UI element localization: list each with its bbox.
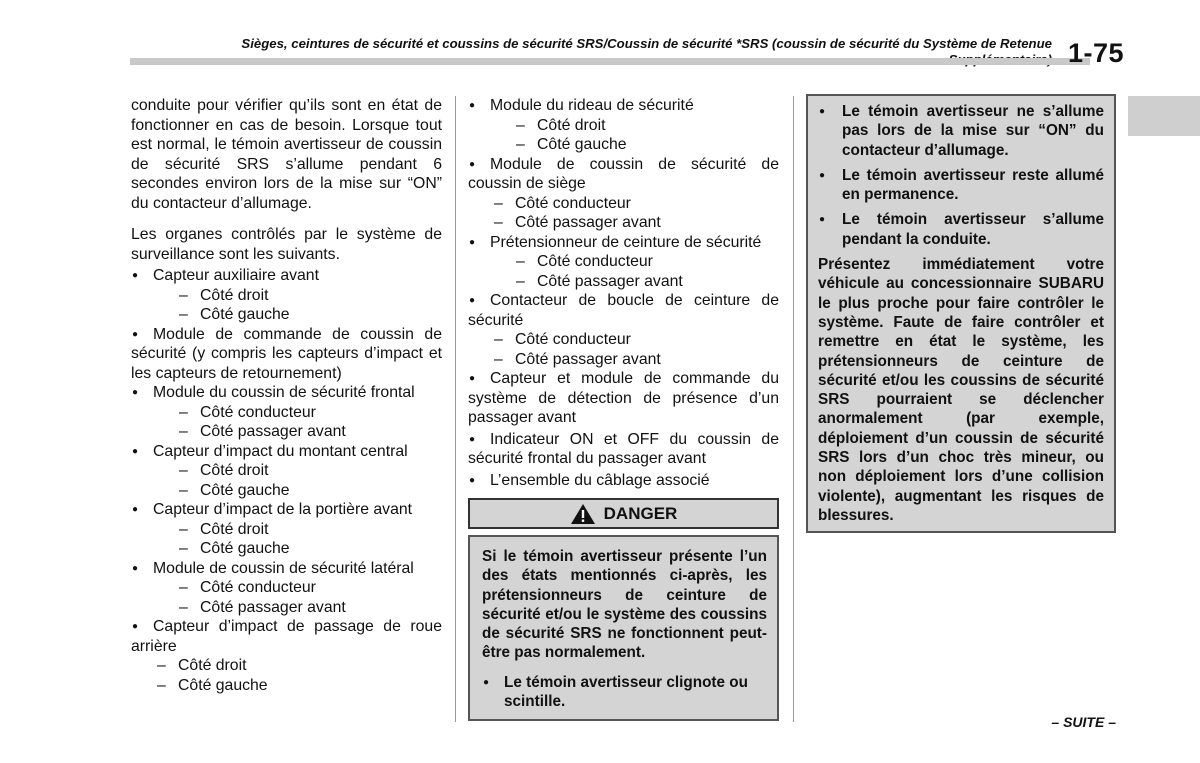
sub-item: – Côté conducteur — [468, 194, 779, 214]
danger-box — [468, 535, 779, 721]
sub-item: – Côté passager avant — [468, 350, 779, 370]
sub-item: – Côté passager avant — [490, 272, 779, 292]
sub-item: – Côté conducteur — [490, 252, 779, 272]
list-item: ● Module de coussin de sécurité latéral – Côté conducteur – Côté passager avant — [131, 559, 442, 618]
column-1 — [131, 96, 442, 695]
sub-item: – Côté droit — [153, 520, 442, 540]
sub-item: – Côté gauche — [153, 481, 442, 501]
sub-item: – Côté passager avant — [153, 598, 442, 618]
header-rule — [130, 58, 1090, 65]
sub-item: – Côté gauche — [490, 135, 779, 155]
list-item: ● Capteur d’impact de la portière avant – Côté droit – Côté gauche — [131, 500, 442, 559]
danger-box-continued — [806, 94, 1116, 533]
page-number: 1-75 — [1068, 38, 1125, 68]
sub-item: – Côté droit — [153, 286, 442, 306]
sub-item: – Côté droit — [490, 116, 779, 136]
intro-paragraph: conduite pour vérifier qu’ils sont en état de fonctionner en cas de besoin. Lorsque tout est normal, le témoin avertisseur de coussin de sécurité SRS s’allume pendant 6 secondes environ lors de la mise sur “ON” du contacteur d’allumage. — [131, 97, 442, 212]
monitored-parts-list — [131, 266, 442, 695]
sub-item: – Côté gauche — [153, 305, 442, 325]
sub-item: – Côté droit — [131, 656, 442, 676]
sub-item: – Côté conducteur — [153, 578, 442, 598]
danger-label: DANGER — [603, 503, 678, 523]
list-item: ● Module de commande de coussin de sécurité (y compris les capteurs d’impact et les capteurs de retournement) — [131, 325, 442, 384]
list-item: ● Module de coussin de sécurité de coussin de siège – Côté conducteur – Côté passager avant — [468, 155, 779, 233]
list-item: ● Capteur d’impact de passage de roue arrière – Côté droit – Côté gauche — [131, 617, 442, 695]
continued-marker: – SUITE – — [1051, 714, 1116, 730]
sub-item: – Côté conducteur — [468, 330, 779, 350]
list-item: ● Capteur et module de commande du système de détection de présence d’un passager avant — [468, 369, 779, 428]
chapter-tab — [1128, 96, 1200, 136]
danger-bullet: ● Le témoin avertisseur ne s’allume pas lors de la mise sur “ON” du contacteur d’allumage. — [818, 102, 1104, 160]
sub-item: – Côté gauche — [131, 676, 442, 696]
list-item: ● Module du coussin de sécurité frontal – Côté conducteur – Côté passager avant — [131, 383, 442, 442]
header-line-1: Sièges, ceintures de sécurité et coussins de sécurité SRS/Coussin de sécurité *SRS (coussin de sécurité du Système de Retenue — [241, 36, 1052, 51]
sub-item: – Côté conducteur — [153, 403, 442, 423]
list-item: ● Prétensionneur de ceinture de sécurité – Côté conducteur – Côté passager avant — [468, 233, 779, 292]
list-item: ● Capteur auxiliaire avant – Côté droit – Côté gauche — [131, 266, 442, 325]
list-item: ● Capteur d’impact du montant central – Côté droit – Côté gauche — [131, 442, 442, 501]
warning-triangle-icon — [570, 503, 596, 525]
list-item: ● Indicateur ON et OFF du coussin de sécurité frontal du passager avant — [468, 430, 779, 469]
danger-text: Si le témoin avertisseur présente l’un des états mentionnés ci-après, les prétensionneurs de ceinture de sécurité et/ou le système des coussins de sécurité SRS ne fonctionnent peut-être pas normalement. — [482, 548, 767, 662]
danger-advice: Présentez immédiatement votre véhicule au concessionnaire SUBARU le plus proche pour faire contrôler le système. Faute de faire contrôler et remettre en état le système, les prétensionneurs de ceinture de sécurité et/ou les coussins de sécurité SRS pourraient se déclencher anormalement (par exemple, déploiement d’un coussin de sécurité SRS lors d’un choc très mineur, ou non déploiement lors d’une collision violente), augmentant les risques de blessures. — [818, 256, 1104, 524]
list-item: ● Module du rideau de sécurité – Côté droit – Côté gauche — [468, 96, 779, 155]
column-divider-1 — [455, 96, 456, 722]
danger-bullet: ● Le témoin avertisseur s’allume pendant la conduite. — [818, 210, 1104, 249]
monitored-parts-list-continued — [468, 96, 779, 490]
danger-header — [468, 498, 779, 529]
monitored-parts-intro: Les organes contrôlés par le système de surveillance sont les suivants. — [131, 226, 442, 263]
sub-item: – Côté passager avant — [468, 213, 779, 233]
danger-bullet: ● Le témoin avertisseur reste allumé en permanence. — [818, 166, 1104, 205]
column-2 — [468, 96, 779, 721]
column-divider-2 — [793, 96, 794, 722]
sub-item: – Côté droit — [153, 461, 442, 481]
sub-item: – Côté gauche — [153, 539, 442, 559]
list-item: ● Contacteur de boucle de ceinture de sécurité – Côté conducteur – Côté passager avant — [468, 291, 779, 369]
danger-bullet: ● Le témoin avertisseur clignote ou scintille. — [482, 673, 767, 712]
sub-item: – Côté passager avant — [153, 422, 442, 442]
list-item: ● L’ensemble du câblage associé — [468, 471, 779, 491]
column-3 — [806, 96, 1116, 533]
